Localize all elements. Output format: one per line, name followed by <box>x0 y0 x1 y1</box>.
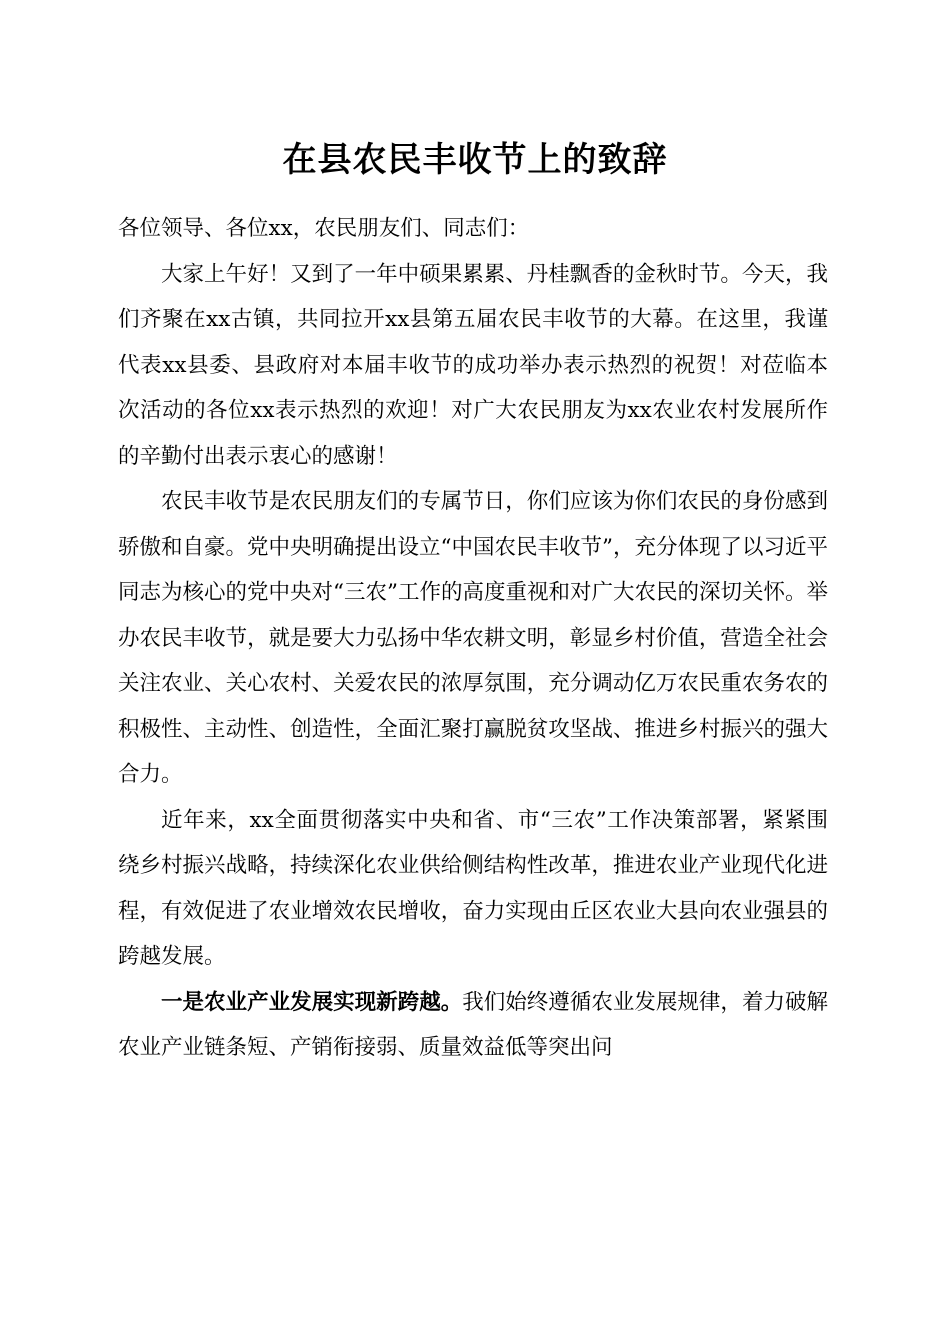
paragraph-2 <box>118 479 828 798</box>
paragraph-4-lead: 一是农业产业发展实现新跨越。 <box>161 989 463 1015</box>
paragraph-2-text: 农民丰收节是农民朋友们的专属节日，你们应该为你们农民的身份感到骄傲和自豪。党中央明确提出设立“中国农民丰收节”，充分体现了以习近平同志为核心的党中央对“三农”工作的高度重视和对广大农民的深切关怀。举办农民丰收节，就是要大力弘扬中华农耕文明，彰显乡村价值，营造全社会关注农业、关心农村、关爱农民的浓厚氛围，充分调动亿万农民重农务农的积极性、主动性、创造性，全面汇聚打赢脱贫攻坚战、推进乡村振兴的强大合力。 <box>118 489 828 787</box>
paragraph-4 <box>118 980 828 1071</box>
paragraph-3-text: 近年来，xx全面贯彻落实中央和省、市“三农”工作决策部署，紧紧围绕乡村振兴战略，持续深化农业供给侧结构性改革，推进农业产业现代化进程，有效促进了农业增效农民增收，奋力实现由丘区农业大县向农业强县的跨越发展。 <box>118 807 828 969</box>
document-title: 在县农民丰收节上的致辞 <box>282 140 668 180</box>
paragraph-3 <box>118 798 828 980</box>
paragraph-4-text: 我们始终遵循农业发展规律，着力破解农业产业链条短、产销衔接弱、质量效益低等突出问 <box>118 989 828 1060</box>
paragraph-1 <box>118 252 828 480</box>
paragraph-1-text: 大家上午好！又到了一年中硕果累累、丹桂飘香的金秋时节。今天，我们齐聚在xx古镇，共同拉开xx县第五届农民丰收节的大幕。在这里，我谨代表xx县委、县政府对本届丰收节的成功举办表示热烈的祝贺！对莅临本次活动的各位xx表示热烈的欢迎！对广大农民朋友为xx农业农村发展所作的辛勤付出表示衷心的感谢！ <box>118 261 828 469</box>
salutation: 各位领导、各位xx，农民朋友们、同志们： <box>118 216 530 241</box>
document-body <box>118 206 828 1071</box>
